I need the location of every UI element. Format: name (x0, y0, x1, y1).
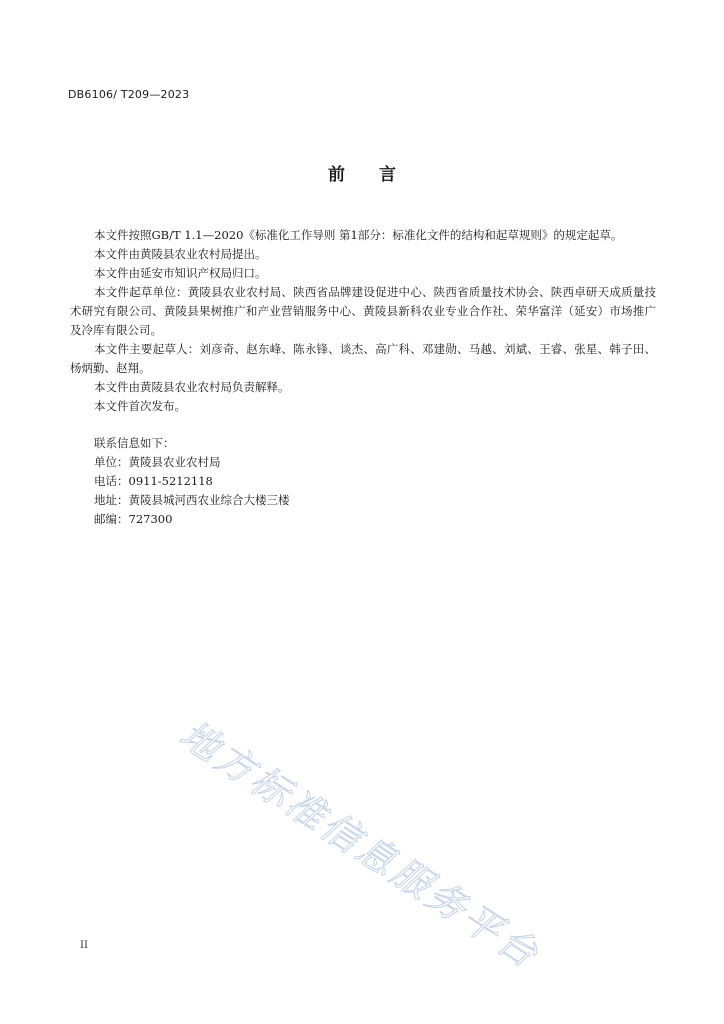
foreword-body (70, 226, 656, 529)
paragraph-drafting-rules: 本文件按照GB/T 1.1—2020《标准化工作导则 第1部分：标准化文件的结构和起草规则》的规定起草。 (94, 228, 623, 242)
page-title: 前 言 (328, 165, 410, 185)
paragraph-centralized-by: 本文件由延安市知识产权局归口。 (94, 266, 267, 280)
paragraph-drafting-units: 本文件起草单位：黄陵县农业农村局、陕西省品牌建设促进中心、陕西省质量技术协会、陕西卓研天成质量技术研究有限公司、黄陵县果树推广和产业营销服务中心、黄陵县新科农业专业合作社、荣华富洋（延安）市场推广及冷库有限公司。 (70, 285, 656, 337)
contact-info (70, 434, 656, 529)
watermark: 地方标准信息服务平台 (172, 711, 549, 978)
contact-phone: 电话：0911-5212118 (94, 474, 213, 488)
contact-unit: 单位：黄陵县农业农村局 (94, 455, 221, 469)
contact-address: 地址：黄陵县城河西农业综合大楼三楼 (94, 493, 290, 507)
contact-postcode: 邮编：727300 (94, 512, 173, 526)
page-number: II (80, 940, 88, 951)
paragraph-main-drafters: 本文件主要起草人：刘彦奇、赵东峰、陈永锋、谈杰、高广科、邓建勋、马越、刘斌、王睿、张星、韩子田、杨炳勤、赵翔。 (70, 342, 656, 375)
paragraph-proposed-by: 本文件由黄陵县农业农村局提出。 (94, 247, 267, 261)
contact-heading: 联系信息如下： (94, 436, 175, 450)
paragraph-interpretation: 本文件由黄陵县农业农村局负责解释。 (94, 380, 290, 394)
paragraph-first-release: 本文件首次发布。 (94, 399, 186, 413)
document-code: DB6106/ T209—2023 (68, 88, 190, 101)
